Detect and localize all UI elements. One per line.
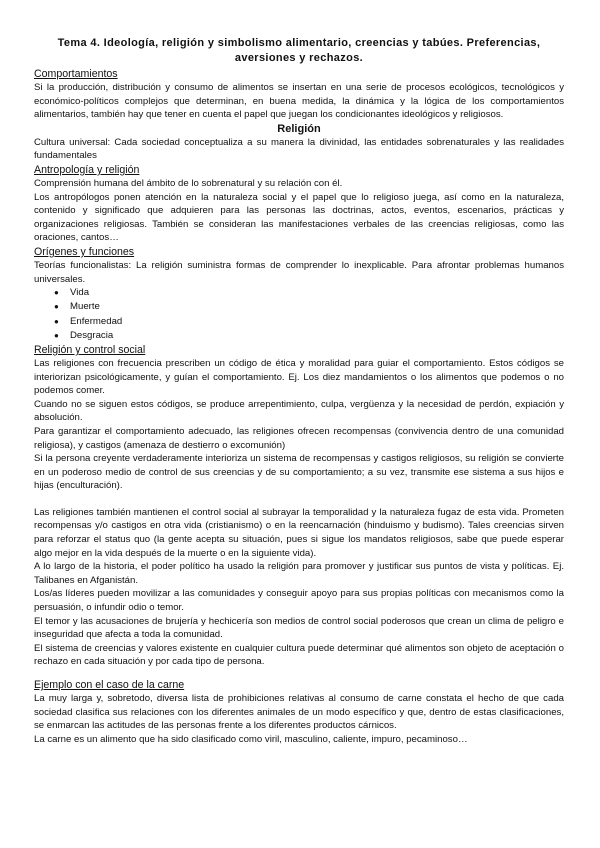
spacer	[34, 493, 564, 506]
list-item-label: Enfermedad	[70, 315, 123, 327]
paragraph: El sistema de creencias y valores existente en cualquier cultura puede determinar qué alimentos son objeto de aceptación o rechazo en cada situación y por cada tipo de persona.	[34, 642, 564, 668]
section-heading-origenes: Orígenes y funciones	[34, 245, 135, 258]
list-item	[54, 315, 564, 329]
section-heading-antropologia: Antropología y religión	[34, 163, 140, 176]
section-heading-carne: Ejemplo con el caso de la carne	[34, 679, 185, 691]
document-page	[34, 36, 564, 746]
section-heading-control-social: Religión y control social	[34, 343, 146, 356]
paragraph: Si la persona creyente verdaderamente interioriza un sistema de recompensas y castigos religiosos, su religión se convierte en un poderoso medio de control de sus creencias y de su comportamiento; a su vez, transmite ese sistema a sus hijos e hijas (enculturación).	[34, 453, 564, 492]
section-heading-comportamientos: Comportamientos	[34, 68, 118, 80]
bullet-icon: ●	[54, 316, 59, 326]
bullet-list	[34, 286, 564, 343]
paragraph: Para garantizar el comportamiento adecuado, las religiones ofrecen recompensas (convivencia dentro de una comunidad religiosa), y castigos (amenaza de destierro o excomunión)	[34, 425, 564, 451]
paragraph: La carne es un alimento que ha sido clasificado como viril, masculino, caliente, impuro, pecaminoso…	[34, 733, 468, 745]
paragraph: Cuando no se siguen estos códigos, se produce arrepentimiento, culpa, vergüenza y la necesidad de perdón, expiación y absolución.	[34, 398, 564, 424]
paragraph: A lo largo de la historia, el poder político ha usado la religión para promover y justificar sus puntos de vista y políticas. Ej. Talibanes en Afganistán.	[34, 561, 564, 586]
bullet-icon: ●	[54, 330, 59, 340]
list-item	[54, 300, 564, 314]
paragraph: Las religiones también mantienen el control social al subrayar la temporalidad y la naturaleza fugaz de esta vida. Prometen recompensas y/o castigos en otra vida (cristianismo) o en la reencarnación (hinduismo y budismo). Tales creencias sirven para reforzar el status quo (la gente acepta su situación, pues si sigue los mandatos religiosos, sabe que puede esperar algo mejor en la vida después de la muerte o en la siguiente vida).	[34, 506, 564, 559]
document-title: Tema 4. Ideología, religión y simbolismo alimentario, creencias y tabúes. Preferencias, aversiones y rechazos.	[57, 37, 541, 64]
paragraph: Los/as líderes pueden movilizar a las comunidades y conseguir apoyo para sus propias políticas con mecanismos como la persuasión, o infundir odio o temor.	[34, 588, 564, 614]
list-item	[54, 286, 564, 300]
list-item-label: Muerte	[70, 301, 100, 313]
list-item-label: Vida	[70, 287, 90, 299]
paragraph: Si la producción, distribución y consumo de alimentos se insertan en una serie de procesos ecológicos, tecnológicos y económico-políticos complejos que determinan, en buena medida, la dinámica y la lógica de los comportamientos alimentarios, también hay que tener en cuenta el papel que juegan los condicionantes ideológicos y religiosos.	[34, 82, 564, 121]
paragraph: Cultura universal: Cada sociedad conceptualiza a su manera la divinidad, las entidades sobrenaturales y las realidades fundamentales	[34, 136, 564, 162]
list-item-label: Desgracia	[70, 329, 114, 341]
paragraph: El temor y las acusaciones de brujería y hechicería son medios de control social poderosos que crean un clima de peligro e inseguridad que afecta a toda la comunidad.	[34, 615, 564, 641]
paragraph: Comprensión humana del ámbito de lo sobrenatural y su relación con él.	[34, 177, 343, 189]
paragraph: La muy larga y, sobretodo, diversa lista de prohibiciones relativas al consumo de carne constata el hecho de que cada sociedad clasifica sus relaciones con los diferentes animales de un modo específico y que, dentro de estas clasificaciones, se enmarcan las actitudes de las personas frente a los diferentes productos cárnicos.	[34, 693, 564, 732]
section-heading-religion: Religión	[277, 122, 321, 135]
list-item	[54, 329, 564, 343]
paragraph: Los antropólogos ponen atención en la naturaleza social y el papel que lo religioso juega, así como en la naturaleza, contenido y significado que adquieren para las personas las doctrinas, actos, eventos, escenarios, prácticas y organizaciones religiosas. También se consideran las manifestaciones verbales de las creencias religiosas, como las oraciones, cantos…	[34, 191, 564, 244]
bullet-icon: ●	[54, 288, 59, 298]
bullet-icon: ●	[54, 302, 59, 312]
paragraph: Teorías funcionalistas: La religión suministra formas de comprender lo inexplicable. Para afrontar problemas humanos universales.	[34, 259, 564, 285]
spacer	[34, 669, 564, 678]
paragraph: Las religiones con frecuencia prescriben un código de ética y moralidad para guiar el comportamiento. Estos códigos se interiorizan psicológicamente, y guían el comportamiento. Ej. Los diez mandamientos o los alimentos que podemos o no podemos comer.	[34, 357, 564, 397]
